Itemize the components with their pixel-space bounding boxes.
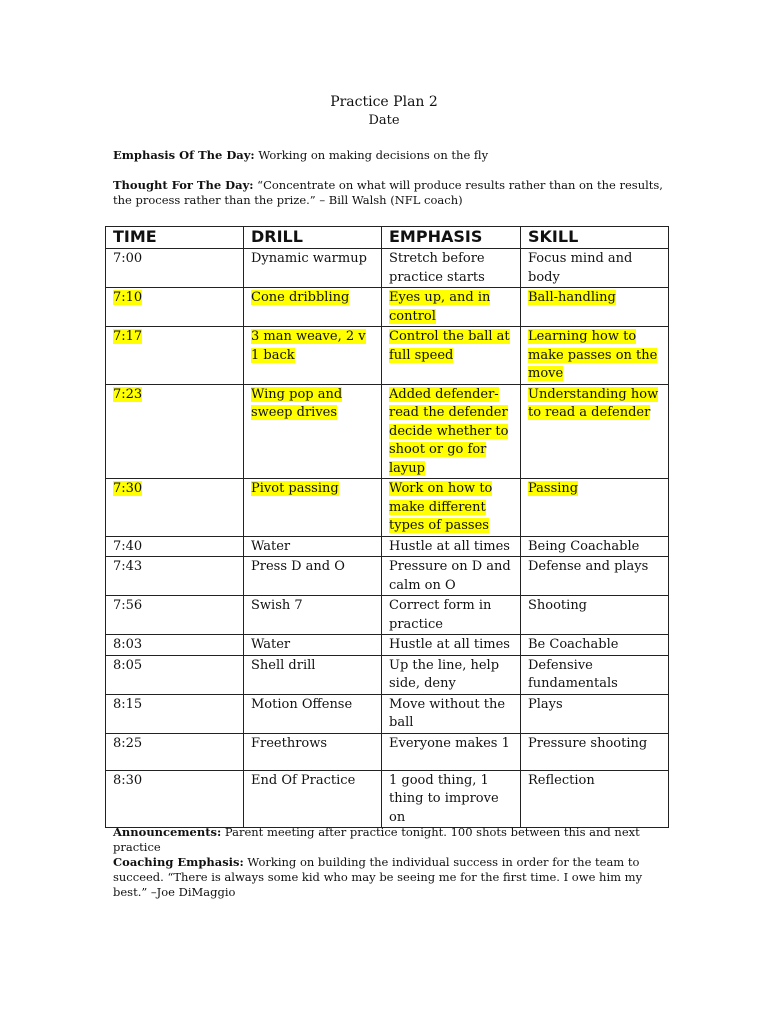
announcements: [113, 825, 668, 855]
cell-skill-text: Shooting: [528, 598, 588, 613]
cell-time-text: 7:30: [113, 481, 143, 496]
cell-emphasis: [382, 536, 521, 557]
cell-drill-text: Wing pop and sweep drives: [251, 386, 343, 420]
cell-drill-text: Press D and O: [251, 559, 345, 574]
cell-drill-text: Water: [251, 538, 291, 554]
cell-time-text: 7:17: [113, 329, 143, 344]
cell-time: [106, 288, 244, 327]
cell-skill: [521, 733, 669, 770]
cell-drill-text: Water: [251, 637, 291, 652]
cell-emphasis: [382, 479, 521, 537]
cell-emphasis-text: Hustle at all times: [389, 538, 510, 554]
cell-time-text: 7:00: [113, 251, 143, 266]
cell-time-text: 7:56: [113, 598, 143, 613]
cell-time-text: 7:43: [113, 559, 143, 574]
cell-emphasis-text: Added defender- read the defender decide whether to shoot or go for layup: [389, 386, 509, 476]
cell-time: [106, 733, 244, 770]
cell-time-text: 8:30: [113, 772, 143, 788]
header-skill: SKILL: [521, 227, 669, 249]
cell-skill: [521, 694, 669, 733]
cell-skill: [521, 635, 669, 656]
cell-emphasis: [382, 327, 521, 385]
table-row: [106, 479, 669, 537]
table-row: [106, 655, 669, 694]
cell-emphasis-text: 1 good thing, 1 thing to improve on: [389, 772, 499, 825]
cell-time-text: 8:15: [113, 696, 143, 712]
table-row: [106, 694, 669, 733]
table-row: [106, 770, 669, 828]
coaching-emphasis: [113, 855, 653, 900]
cell-time: [106, 655, 244, 694]
cell-emphasis: [382, 596, 521, 635]
cell-emphasis: [382, 288, 521, 327]
table-row: [106, 536, 669, 557]
cell-skill: [521, 596, 669, 635]
cell-skill: [521, 770, 669, 828]
cell-emphasis: [382, 694, 521, 733]
cell-skill-text: Understanding how to read a defender: [528, 386, 659, 420]
cell-time-text: 7:10: [113, 290, 143, 305]
cell-drill: [244, 694, 382, 733]
cell-time-text: 8:03: [113, 637, 143, 652]
cell-time: [106, 694, 244, 733]
table-header-row: [106, 227, 669, 249]
cell-skill-text: Plays: [528, 696, 563, 712]
cell-emphasis: [382, 733, 521, 770]
cell-emphasis: [382, 249, 521, 288]
announcements-text: Parent meeting after practice tonight. 100 shots between this and next practice: [113, 825, 640, 854]
emphasis-of-day: [113, 148, 668, 163]
cell-time: [106, 536, 244, 557]
cell-emphasis-text: Correct form in practice: [389, 598, 492, 632]
cell-emphasis-text: Control the ball at full speed: [389, 329, 510, 363]
cell-drill-text: Motion Offense: [251, 696, 353, 712]
table-row: [106, 327, 669, 385]
cell-emphasis-text: Pressure on D and calm on O: [389, 559, 511, 593]
cell-drill: [244, 249, 382, 288]
emphasis-of-day-text: Working on making decisions on the fly: [254, 148, 489, 162]
cell-drill: [244, 288, 382, 327]
page-title: Practice Plan 2: [330, 94, 438, 110]
coaching-emphasis-text: Working on building the individual success in order for the team to succeed. “There is always some kid who may be seeing me for the first time. I owe him my best.” –Joe DiMaggio: [113, 855, 643, 899]
cell-time: [106, 249, 244, 288]
cell-skill-text: Defense and plays: [528, 559, 649, 574]
cell-skill: [521, 479, 669, 537]
cell-time: [106, 557, 244, 596]
cell-time-text: 7:23: [113, 386, 143, 402]
cell-skill-text: Passing: [528, 481, 579, 496]
cell-drill-text: Pivot passing: [251, 481, 339, 496]
cell-drill-text: Shell drill: [251, 657, 316, 673]
table-row: [106, 249, 669, 288]
cell-emphasis-text: Up the line, help side, deny: [389, 657, 500, 691]
cell-emphasis: [382, 557, 521, 596]
cell-drill-text: 3 man weave, 2 v 1 back: [251, 329, 366, 363]
emphasis-of-day-label: Emphasis Of The Day:: [113, 148, 255, 162]
table-row: [106, 384, 669, 479]
cell-time-text: 8:05: [113, 657, 143, 673]
cell-skill-text: Be Coachable: [528, 637, 619, 652]
cell-skill: [521, 655, 669, 694]
cell-skill-text: Being Coachable: [528, 538, 640, 554]
cell-drill-text: End Of Practice: [251, 772, 356, 788]
cell-skill-text: Reflection: [528, 772, 595, 788]
table-row: [106, 596, 669, 635]
cell-emphasis-text: Everyone makes 1: [389, 735, 510, 751]
thought-for-day-text: “Concentrate on what will produce results rather than on the results, the process rather than the prize.” – Bill Walsh (NFL coach): [113, 178, 663, 207]
cell-skill: [521, 536, 669, 557]
cell-time: [106, 770, 244, 828]
cell-drill: [244, 733, 382, 770]
cell-time-text: 7:40: [113, 538, 143, 554]
table-row: [106, 288, 669, 327]
cell-emphasis-text: Work on how to make different types of passes: [389, 481, 493, 533]
cell-emphasis: [382, 635, 521, 656]
date-label: Date: [368, 113, 400, 128]
cell-time: [106, 327, 244, 385]
cell-drill: [244, 479, 382, 537]
cell-skill: [521, 288, 669, 327]
header-time: TIME: [106, 227, 244, 249]
cell-skill-text: Pressure shooting: [528, 735, 648, 751]
cell-drill-text: Cone dribbling: [251, 290, 350, 305]
cell-emphasis-text: Eyes up, and in control: [389, 290, 491, 324]
cell-drill: [244, 557, 382, 596]
header-drill: DRILL: [244, 227, 382, 249]
cell-drill: [244, 596, 382, 635]
cell-emphasis: [382, 384, 521, 479]
header-emphasis: EMPHASIS: [382, 227, 521, 249]
coaching-emphasis-label: Coaching Emphasis:: [113, 855, 244, 869]
table-row: [106, 733, 669, 770]
cell-drill: [244, 384, 382, 479]
cell-time: [106, 596, 244, 635]
cell-time: [106, 384, 244, 479]
cell-skill: [521, 384, 669, 479]
cell-skill-text: Defensive fundamentals: [528, 657, 618, 691]
cell-skill-text: Focus mind and body: [528, 251, 633, 285]
cell-emphasis-text: Hustle at all times: [389, 637, 510, 652]
table-row: [106, 557, 669, 596]
cell-time: [106, 479, 244, 537]
cell-drill: [244, 655, 382, 694]
cell-drill: [244, 327, 382, 385]
cell-time: [106, 635, 244, 656]
cell-skill: [521, 557, 669, 596]
cell-drill: [244, 635, 382, 656]
thought-for-day-label: Thought For The Day:: [113, 178, 254, 192]
cell-emphasis: [382, 655, 521, 694]
cell-skill-text: Ball-handling: [528, 290, 616, 305]
cell-time-text: 8:25: [113, 735, 143, 751]
cell-skill-text: Learning how to make passes on the move: [528, 329, 658, 381]
cell-skill: [521, 249, 669, 288]
cell-drill: [244, 770, 382, 828]
cell-drill-text: Swish 7: [251, 598, 303, 613]
thought-for-day: [113, 178, 668, 208]
cell-drill-text: Dynamic warmup: [251, 251, 367, 266]
cell-skill: [521, 327, 669, 385]
cell-emphasis-text: Move without the ball: [389, 696, 506, 730]
cell-drill: [244, 536, 382, 557]
cell-emphasis: [382, 770, 521, 828]
practice-schedule-table: [105, 226, 669, 828]
cell-emphasis-text: Stretch before practice starts: [389, 251, 485, 285]
table-row: [106, 635, 669, 656]
announcements-label: Announcements:: [113, 825, 222, 839]
cell-drill-text: Freethrows: [251, 735, 328, 751]
